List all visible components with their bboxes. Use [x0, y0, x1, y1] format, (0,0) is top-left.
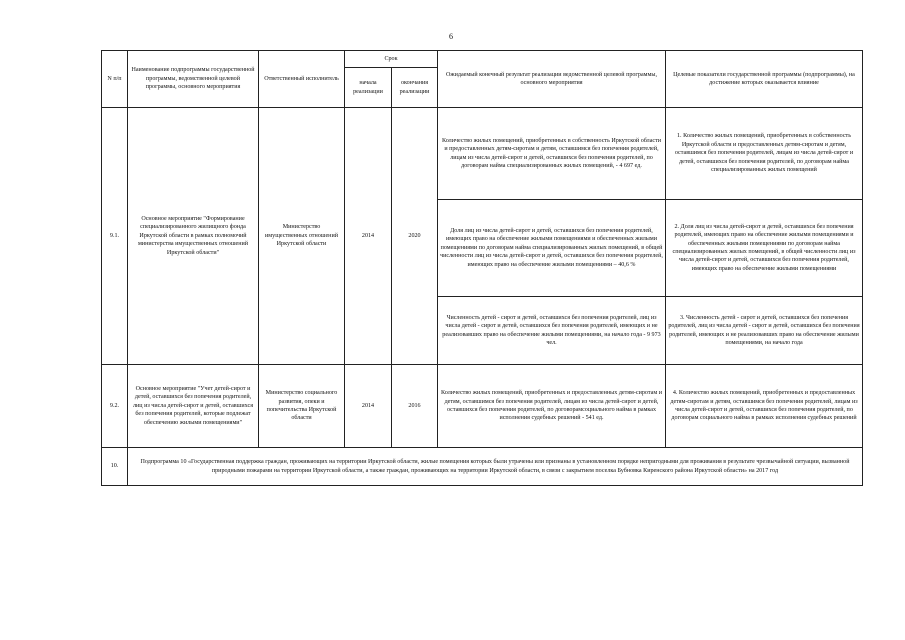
- row-9-1-result-1: Количество жилых помещений, приобретенных в собственность Иркутской области и предоставленных детям-сиротам и детям, оставшимся без попечения родителей, лицам из числа детей-сирот и детей, оставшихся без попечения родителей, по договорам найма специализированных жилых помещений, - 4 697 ед.: [438, 108, 666, 200]
- row-10-num: 10.: [102, 448, 128, 486]
- header-indicators: Целевые показатели государственной программы (подпрограммы), на достижение которых оказывается влияние: [666, 51, 863, 108]
- header-end: окончания реализации: [392, 68, 438, 108]
- header-term: Срок: [345, 51, 438, 68]
- row-9-2-executor: Министерство социального развития, опеки и попечительства Иркутской области: [259, 365, 345, 448]
- header-name: Наименование подпрограммы государственной программы, ведомственной целевой программы, основного мероприятия: [128, 51, 259, 108]
- row-9-1-executor: Министерство имущественных отношений Иркутской области: [259, 108, 345, 365]
- header-start: начала реализации: [345, 68, 392, 108]
- header-num: N п/п: [102, 51, 128, 108]
- row-9-2-end: 2016: [392, 365, 438, 448]
- row-9-2-indicator: 4. Количество жилых помещений, приобретенных и предоставленных детям-сиротам и детям, оставшимся без попечения родителей, лицам из числа детей-сирот и детей, оставшихся без попечения родителей, по договорам социального найма в рамках исполнения судебных решений: [666, 365, 863, 448]
- row-9-1-start: 2014: [345, 108, 392, 365]
- row-9-1-indicator-2: 2. Доля лиц из числа детей-сирот и детей, оставшихся без попечения родителей, имеющих право на обеспечение жилыми помещениями и обеспеченных жилыми помещениями по договорам найма специализированных жилых помещений, в общей численности лиц из числа детей-сирот и детей, оставшихся без попечения родителей, имеющих право на обеспечение жилыми помещениями: [666, 200, 863, 297]
- row-9-1-indicator-1: 1. Количество жилых помещений, приобретенных в собственность Иркутской области и предоставленных детям-сиротам и детям, оставшимся без попечения родителей, лицам из числа детей-сирот и детей, оставшихся без попечения родителей, по договорам найма специализированных жилых помещений: [666, 108, 863, 200]
- row-9-1-result-3: Численность детей - сирот и детей, оставшихся без попечения родителей, лиц из числа детей - сирот и детей, оставшихся без попечения родителей, имеющих и не реализовавших право на обеспечение жилыми помещениями, на начало года - 9 973 чел.: [438, 297, 666, 365]
- row-9-2-name: Основное мероприятие "Учет детей-сирот и детей, оставшихся без попечения родителей, лиц из числа детей-сирот и детей, оставшихся без попечения родителей, которые подлежат обеспечению жилыми помещениями": [128, 365, 259, 448]
- row-10-subprogram: Подпрограмма 10 «Государственная поддержка граждан, проживающих на территории Иркутской области, жилые помещения которых были утрачены или признаны в установленном порядке непригодными для проживания в результате чрезвычайной ситуации, вызванной природными пожарами на территории Иркутской области, а также граждан, проживающих на территории Иркутской области, в связи с закрытием поселка Бубновка Киренского района Иркутской области» на 2017 год: [128, 448, 863, 486]
- row-9-1-indicator-3: 3. Численность детей - сирот и детей, оставшихся без попечения родителей, лиц из числа детей - сирот и детей, оставшихся без попечения родителей, имеющих и не реализовавших право на обеспечение жилыми помещениями, на начало года: [666, 297, 863, 365]
- row-9-1-result-2: Доля лиц из числа детей-сирот и детей, оставшихся без попечения родителей, имеющих право на обеспечение жилыми помещениями и обеспеченных жилыми помещениями по договорам найма специализированных жилых помещений, в общей численности лиц из числа детей-сирот и детей, оставшихся без попечения родителей, имеющих право на обеспечение жилыми помещениями – 40,6 %: [438, 200, 666, 297]
- row-9-2-result: Количество жилых помещений, приобретенных и предоставленных детям-сиротам и детям, оставшимся без попечения родителей, лицам из числа детей-сирот и детей, оставшихся без попечения родителей, по договорамсоциального найма в рамках исполнения судебных решений - 541 ед.: [438, 365, 666, 448]
- row-9-1-num: 9.1.: [102, 108, 128, 365]
- header-executor: Ответственный исполнитель: [259, 51, 345, 108]
- row-9-1-name: Основное мероприятие "Формирование специализированного жилищного фонда Иркутской области в рамках полномочий министерства имущественных отношений Иркутской области": [128, 108, 259, 365]
- row-9-1-end: 2020: [392, 108, 438, 365]
- row-9-2-start: 2014: [345, 365, 392, 448]
- program-table: [101, 50, 863, 486]
- row-9-2-num: 9.2.: [102, 365, 128, 448]
- header-result: Ожидаемый конечный результат реализации ведомственной целевой программы, основного мероприятия: [438, 51, 666, 108]
- page-number: 6: [449, 32, 453, 41]
